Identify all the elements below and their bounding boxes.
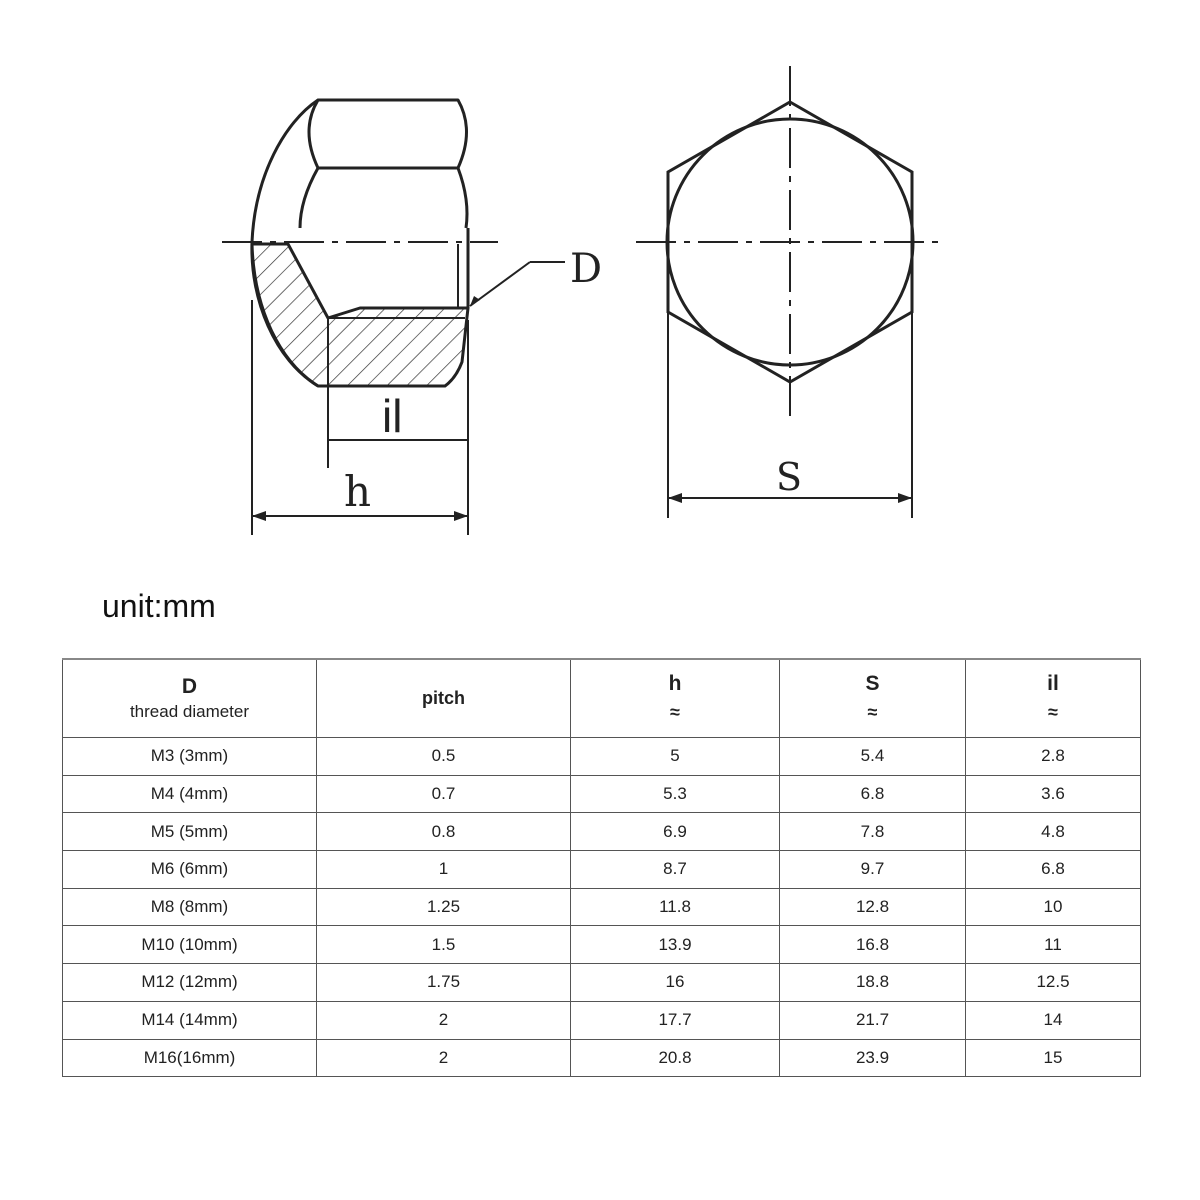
cell-D: M3 (3mm) — [63, 738, 317, 776]
header-D — [63, 659, 317, 738]
cell-pitch: 1.75 — [317, 964, 571, 1002]
header-il-sub: ≈ — [1048, 701, 1058, 722]
cell-pitch: 1.5 — [317, 926, 571, 964]
label-il: il — [382, 390, 403, 442]
table-row — [63, 851, 1141, 889]
cell-h: 5.3 — [571, 775, 780, 813]
header-S — [780, 659, 966, 738]
header-h-sub: ≈ — [670, 701, 680, 722]
table-row — [63, 1039, 1141, 1077]
cell-D: M5 (5mm) — [63, 813, 317, 851]
cell-D: M8 (8mm) — [63, 888, 317, 926]
cell-h: 6.9 — [571, 813, 780, 851]
cell-h: 13.9 — [571, 926, 780, 964]
cell-il: 14 — [966, 1001, 1141, 1039]
cell-h: 11.8 — [571, 888, 780, 926]
cell-h: 17.7 — [571, 1001, 780, 1039]
side-section-view — [222, 100, 498, 386]
header-pitch — [317, 659, 571, 738]
header-h-main: h — [668, 671, 682, 695]
hex-crown — [309, 100, 467, 168]
header-il-main: il — [1047, 671, 1059, 695]
cell-D: M4 (4mm) — [63, 775, 317, 813]
cell-il: 3.6 — [966, 775, 1141, 813]
cell-S: 16.8 — [780, 926, 966, 964]
label-D-leader — [470, 262, 565, 306]
cell-S: 9.7 — [780, 851, 966, 889]
cell-pitch: 0.7 — [317, 775, 571, 813]
header-pitch-main: pitch — [422, 688, 465, 708]
cell-il: 15 — [966, 1039, 1141, 1077]
cell-D: M10 (10mm) — [63, 926, 317, 964]
cell-D: M16(16mm) — [63, 1039, 317, 1077]
cell-h: 20.8 — [571, 1039, 780, 1077]
cell-pitch: 2 — [317, 1001, 571, 1039]
cell-S: 12.8 — [780, 888, 966, 926]
inner-cavity-left — [300, 168, 318, 228]
cell-S: 23.9 — [780, 1039, 966, 1077]
table-row — [63, 813, 1141, 851]
label-D: D — [570, 246, 603, 292]
header-D-sub: thread diameter — [129, 701, 250, 721]
cell-pitch: 0.5 — [317, 738, 571, 776]
table-row — [63, 964, 1141, 1002]
cell-h: 5 — [571, 738, 780, 776]
header-S-main: S — [865, 671, 880, 695]
header-S-sub: ≈ — [867, 701, 878, 722]
cell-il: 4.8 — [966, 813, 1141, 851]
cell-S: 5.4 — [780, 738, 966, 776]
cap-nut-technical-drawing — [0, 0, 1200, 580]
cell-il: 10 — [966, 888, 1141, 926]
table-row — [63, 1001, 1141, 1039]
table-row — [63, 738, 1141, 776]
cell-pitch: 1 — [317, 851, 571, 889]
cell-D: M6 (6mm) — [63, 851, 317, 889]
cell-pitch: 0.8 — [317, 813, 571, 851]
hatched-section — [252, 244, 468, 386]
hex-top-view — [636, 66, 942, 420]
table-row — [63, 888, 1141, 926]
cell-S: 7.8 — [780, 813, 966, 851]
spec-table — [62, 658, 1141, 1077]
cell-il: 12.5 — [966, 964, 1141, 1002]
unit-label: unit:mm — [102, 588, 216, 624]
cell-S: 6.8 — [780, 775, 966, 813]
cell-il: 2.8 — [966, 738, 1141, 776]
table-row — [63, 775, 1141, 813]
inner-cavity-right — [458, 168, 467, 228]
cell-S: 18.8 — [780, 964, 966, 1002]
cell-pitch: 1.25 — [317, 888, 571, 926]
header-D-main: D — [181, 674, 198, 698]
cell-D: M14 (14mm) — [63, 1001, 317, 1039]
header-il — [966, 659, 1141, 738]
label-S: S — [776, 455, 803, 499]
header-h — [571, 659, 780, 738]
cell-h: 8.7 — [571, 851, 780, 889]
cell-h: 16 — [571, 964, 780, 1002]
cell-D: M12 (12mm) — [63, 964, 317, 1002]
cell-il: 11 — [966, 926, 1141, 964]
table-row — [63, 926, 1141, 964]
cell-pitch: 2 — [317, 1039, 571, 1077]
table-header-row — [63, 659, 1141, 738]
cell-S: 21.7 — [780, 1001, 966, 1039]
label-h: h — [344, 467, 372, 516]
cell-il: 6.8 — [966, 851, 1141, 889]
